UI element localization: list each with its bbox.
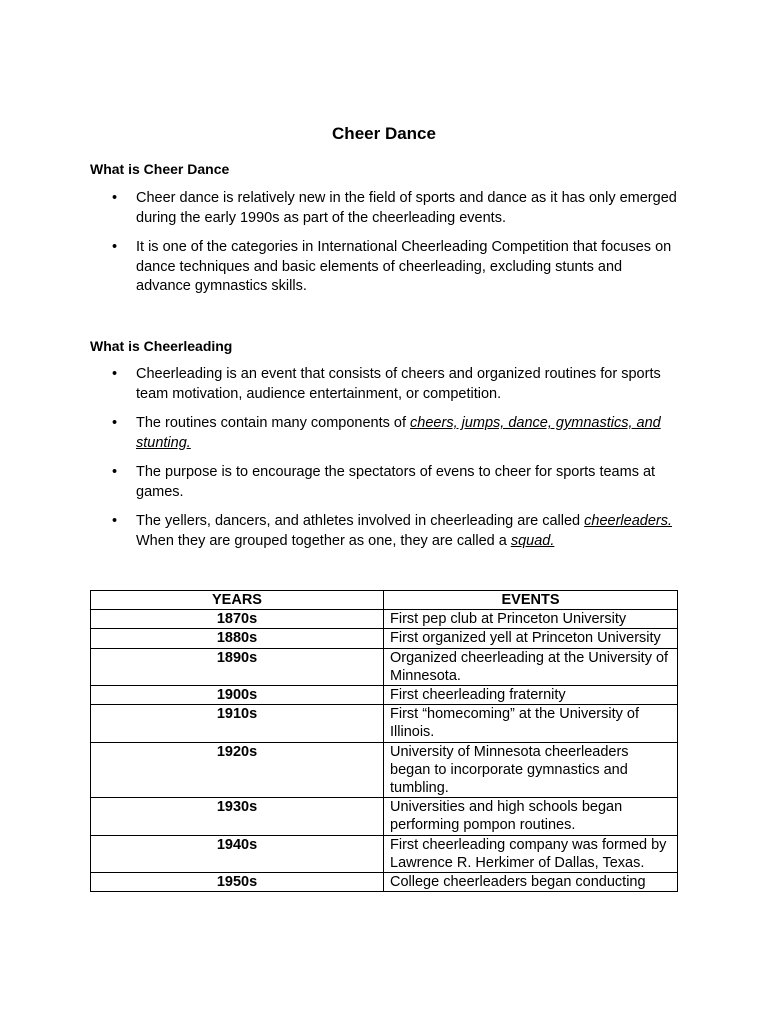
year-cell: 1940s <box>91 835 384 872</box>
table-row <box>91 610 678 629</box>
year-cell: 1920s <box>91 742 384 798</box>
list-item <box>110 512 680 551</box>
event-cell: First pep club at Princeton University <box>384 610 678 629</box>
year-cell: 1950s <box>91 873 384 892</box>
table-row <box>91 835 678 872</box>
event-cell: First cheerleading company was formed by Lawrence R. Herkimer of Dallas, Texas. <box>384 835 678 872</box>
table-row <box>91 742 678 798</box>
event-cell: College cheerleaders began conducting <box>384 873 678 892</box>
column-header-events: EVENTS <box>384 591 678 610</box>
list-item: • It is one of the categories in International Cheerleading Competition that focuses on dance techniques and basic elements of cheerleading, excluding stunts and advance gymnastics skills. <box>110 238 680 297</box>
event-cell: Organized cheerleading at the University of Minnesota. <box>384 648 678 685</box>
event-cell: Universities and high schools began performing pompon routines. <box>384 798 678 835</box>
section-heading-cheerleading: What is Cheerleading <box>90 338 233 354</box>
year-cell: 1910s <box>91 705 384 742</box>
emphasis-text: cheerleaders. <box>584 513 673 529</box>
document-title: Cheer Dance <box>332 124 436 143</box>
column-header-years: YEARS <box>91 591 384 610</box>
list-item-text: The yellers, dancers, and athletes involved in cheerleading are called <box>136 513 585 529</box>
table-header-row <box>91 591 678 610</box>
cheerleading-history-table <box>90 590 678 892</box>
table-row <box>91 686 678 705</box>
emphasis-text: cheers, jumps, dance, gymnastics, and stunting. <box>136 415 661 451</box>
year-cell: 1890s <box>91 648 384 685</box>
list-item: • Cheerleading is an event that consists of cheers and organized routines for sports team motivation, audience entertainment, or competition. <box>110 365 680 404</box>
event-cell: First cheerleading fraternity <box>384 686 678 705</box>
section-heading-cheer-dance: What is Cheer Dance <box>90 161 230 177</box>
event-cell: University of Minnesota cheerleaders began to incorporate gymnastics and tumbling. <box>384 742 678 798</box>
table-row <box>91 648 678 685</box>
table-row <box>91 873 678 892</box>
list-item <box>110 414 680 453</box>
year-cell: 1870s <box>91 610 384 629</box>
list-item-text: The routines contain many components of <box>136 415 411 431</box>
event-cell: First organized yell at Princeton University <box>384 629 678 648</box>
emphasis-text: squad. <box>510 532 555 549</box>
table-row <box>91 798 678 835</box>
event-cell: First “homecoming” at the University of Illinois. <box>384 705 678 742</box>
cheer-dance-bullet-list <box>110 189 680 307</box>
list-item: • The purpose is to encourage the spectators of evens to cheer for sports teams at games. <box>110 463 680 502</box>
year-cell: 1880s <box>91 629 384 648</box>
year-cell: 1900s <box>91 686 384 705</box>
year-cell: 1930s <box>91 798 384 835</box>
cheerleading-bullet-list <box>110 365 680 561</box>
table-row <box>91 705 678 742</box>
list-item: • Cheer dance is relatively new in the field of sports and dance as it has only emerged during the early 1990s as part of the cheerleading events. <box>110 189 680 228</box>
table-row <box>91 629 678 648</box>
list-item-text: When they are grouped together as one, they are called a <box>136 532 511 549</box>
